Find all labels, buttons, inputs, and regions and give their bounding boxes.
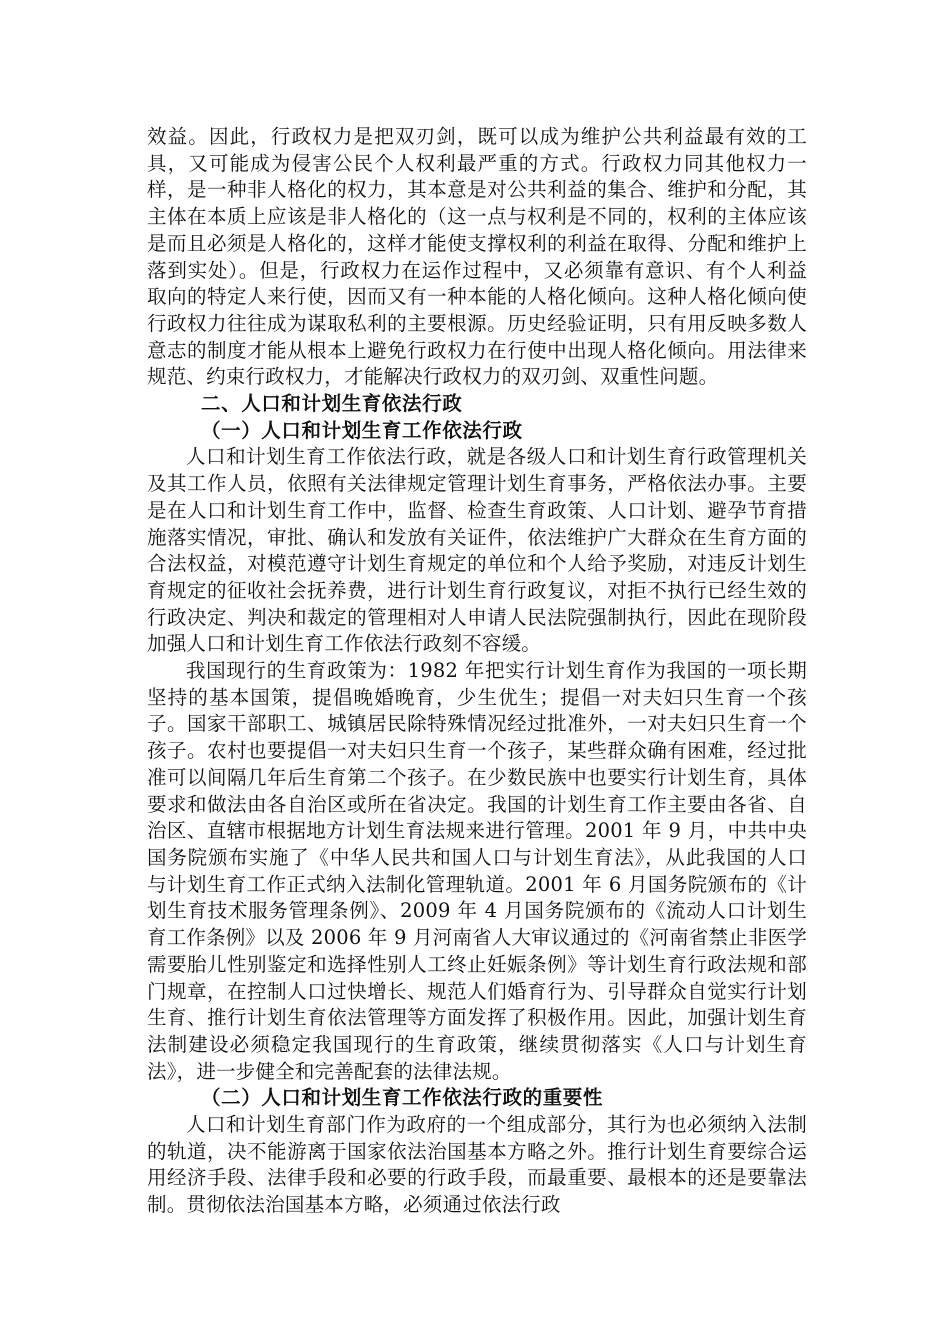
- subsection-heading-1: （一）人口和计划生育工作依法行政: [201, 418, 523, 442]
- section-heading-2: 二、人口和计划生育依法行政: [201, 392, 463, 416]
- paragraph-importance: 人口和计划生育部门作为政府的一个组成部分，其行为也必须纳入法制的轨道，决不能游离于国家依法治国基本方略之外。推行计划生育要综合运用经济手段、法律手段和必要的行政手段，而最重要、最根本的还是要靠法制。贯彻依法治国基本方略，必须通过依法行政: [147, 1113, 807, 1217]
- document-page: [147, 124, 807, 1219]
- paragraph-administrative-power: 效益。因此，行政权力是把双刃剑，既可以成为维护公共利益最有效的工具，又可能成为侵害公民个人权利最严重的方式。行政权力同其他权力一样，是一种非人格化的权力，其本意是对公共利益的集合、维护和分配，其主体在本质上应该是非人格化的（这一点与权利是不同的，权利的主体应该是而且必须是人格化的，这样才能使支撑权利的利益在取得、分配和维护上落到实处）。但是，行政权力在运作过程中，又必须靠有意识、有个人利益取向的特定人来行使，因而又有一种本能的人格化倾向。这种人格化倾向使行政权力往往成为谋取私利的主要根源。历史经验证明，只有用反映多数人意志的制度才能从根本上避免行政权力在行使中出现人格化倾向。用法律来规范、约束行政权力，才能解决行政权力的双刃剑、双重性问题。: [147, 125, 807, 389]
- paragraph-current-policy: 我国现行的生育政策为：1982 年把实行计划生育作为我国的一项长期坚持的基本国策，提倡晚婚晚育，少生优生；提倡一对夫妇只生育一个孩子。国家干部职工、城镇居民除特殊情况经过批准外，一对夫妇只生育一个孩子。农村也要提倡一对夫妇只生育一个孩子，某些群众确有困难，经过批准可以间隔几年后生育第二个孩子。在少数民族中也要实行计划生育，具体要求和做法由各自治区或所在省决定。我国的计划生育工作主要由各省、自治区、直辖市根据地方计划生育法规来进行管理。2001 年 9 月，中共中央国务院颁布实施了《中华人民共和国人口与计划生育法》，从此我国的人口与计划生育工作正式纳入法制化管理轨道。2001 年 6 月国务院颁布的《计划生育技术服务管理条例》、2009 年 4 月国务院颁布的《流动人口计划生育工作条例》以及 2006 年 9 月河南省人大审议通过的《河南省禁止非医学需要胎儿性别鉴定和选择性别人工终止妊娠条例》等计划生育行政法规和部门规章，在控制人口过快增长、规范人们婚育行为、引导群众自觉实行计划生育、推行计划生育依法管理等方面发挥了积极作用。因此，加强计划生育法制建设必须稳定我国现行的生育政策，继续贯彻落实《人口与计划生育法》，进一步健全和完善配套的法律法规。: [147, 659, 807, 1083]
- paragraph-definition: 人口和计划生育工作依法行政，就是各级人口和计划生育行政管理机关及其工作人员，依照有关法律规定管理计划生育事务，严格依法办事。主要是在人口和计划生育工作中，监督、检查生育政策、人口计划、避孕节育措施落实情况，审批、确认和发放有关证件，依法维护广大群众在生育方面的合法权益，对模范遵守计划生育规定的单位和个人给予奖励，对违反计划生育规定的征收社会抚养费，进行计划生育行政复议，对拒不执行已经生效的行政决定、判决和裁定的管理相对人申请人民法院强制执行，因此在现阶段加强人口和计划生育工作依法行政刻不容缓。: [147, 445, 807, 656]
- subsection-heading-2: （二）人口和计划生育工作依法行政的重要性: [201, 1086, 604, 1110]
